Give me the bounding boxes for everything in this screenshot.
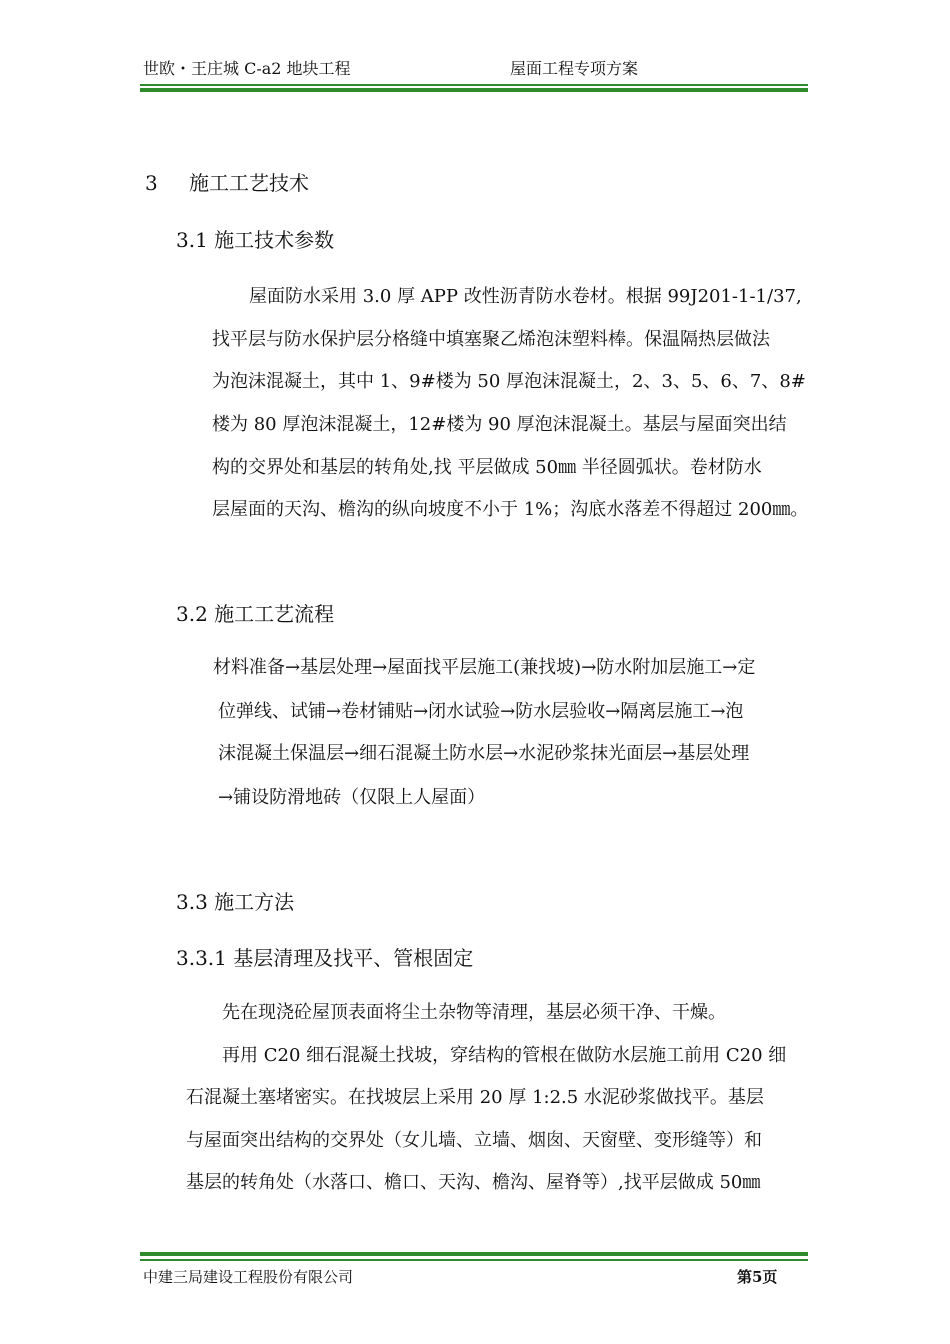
header-document-title: 屋面工程专项方案 [510, 59, 639, 78]
s3-1-line: 构的交界处和基层的转角处,找 平层做成 50㎜ 半径圆弧状。卷材防水 [212, 457, 762, 478]
s3-3-1-paragraph: 先在现浇砼屋顶表面将尘土杂物等清理，基层必须干净、干燥。 [222, 1002, 726, 1023]
s3-3-1-line: 与屋面突出结构的交界处（女儿墙、立墙、烟囱、天窗壁、变形缝等）和 [186, 1130, 762, 1151]
footer-rule-thick [140, 1252, 808, 1256]
s3-2-line: 沫混凝土保温层→细石混凝土防水层→水泥砂浆抹光面层→基层处理 [218, 743, 750, 764]
section-3-3-title: 3.3 施工方法 [176, 890, 295, 914]
header-project-name: 世欧・王庄城 C-a2 地块工程 [143, 59, 351, 78]
s3-1-line: 楼为 80 厚泡沫混凝土，12#楼为 90 厚泡沫混凝土。基层与屋面突出结 [212, 414, 787, 435]
s3-1-line: 层屋面的天沟、檐沟的纵向坡度不小于 1%；沟底水落差不得超过 200㎜。 [212, 499, 809, 520]
section-3-number: 3 [145, 171, 158, 195]
header-rule-thick [140, 88, 808, 92]
footer-rule-thin [140, 1259, 808, 1261]
s3-3-1-line: 基层的转角处（水落口、檐口、天沟、檐沟、屋脊等）,找平层做成 50㎜ [186, 1172, 761, 1193]
footer-company-name: 中建三局建设工程股份有限公司 [143, 1268, 354, 1286]
footer-page-number: 第5页 [737, 1268, 778, 1286]
s3-2-line: 材料准备→基层处理→屋面找平层施工(兼找坡)→防水附加层施工→定 [213, 657, 756, 678]
section-3-3-1-title: 3.3.1 基层清理及找平、管根固定 [176, 946, 474, 970]
s3-3-1-line: 石混凝土塞堵密实。在找坡层上采用 20 厚 1:2.5 水泥砂浆做找平。基层 [186, 1087, 764, 1108]
s3-2-line: 位弹线、试铺→卷材铺贴→闭水试验→防水层验收→隔离层施工→泡 [218, 701, 744, 722]
s3-1-line: 屋面防水采用 3.0 厚 APP 改性沥青防水卷材。根据 99J201-1-1/37, [249, 286, 802, 307]
s3-2-line: →铺设防滑地砖（仅限上人屋面） [218, 787, 486, 808]
header-rule-thin [140, 84, 808, 86]
s3-1-line: 为泡沫混凝土，其中 1、9#楼为 50 厚泡沫混凝土，2、3、5、6、7、8# [212, 371, 806, 392]
s3-3-1-line: 再用 C20 细石混凝土找坡，穿结构的管根在做防水层施工前用 C20 细 [222, 1045, 787, 1066]
section-3-title: 施工工艺技术 [189, 171, 309, 195]
section-3-2-title: 3.2 施工工艺流程 [176, 602, 335, 626]
s3-1-line: 找平层与防水保护层分格缝中填塞聚乙烯泡沫塑料棒。保温隔热层做法 [212, 329, 770, 350]
section-3-1-title: 3.1 施工技术参数 [176, 228, 335, 252]
